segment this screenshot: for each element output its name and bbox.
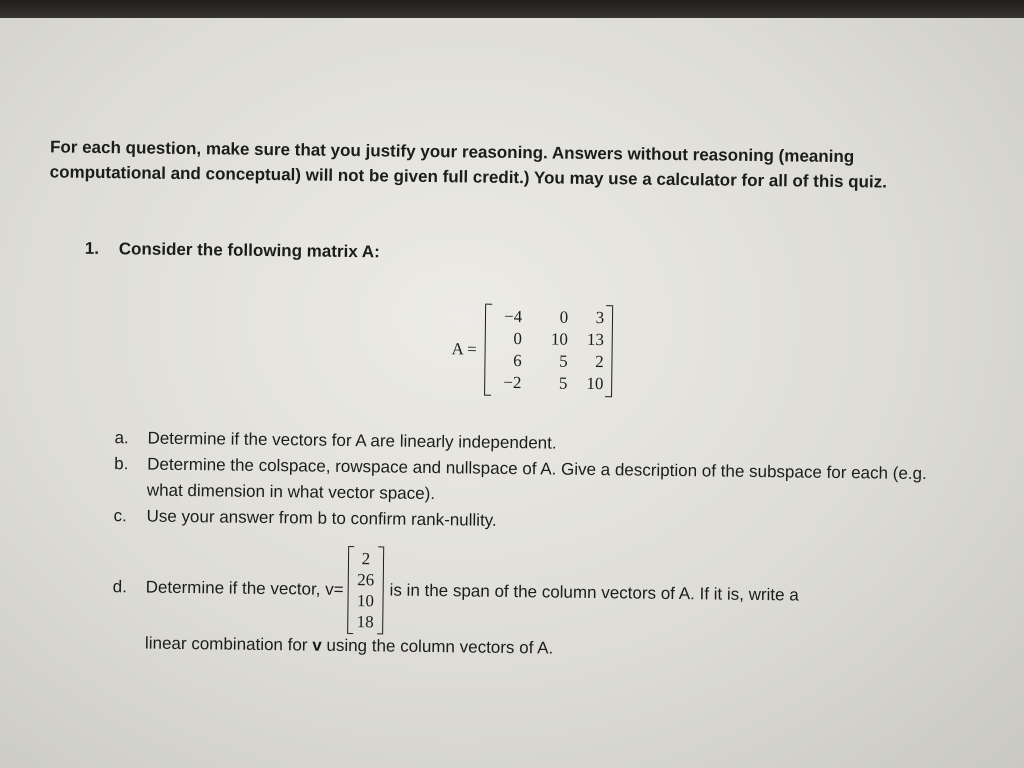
matrix-entry: 10 [550,329,569,349]
part-label: d. [112,577,127,597]
matrix-entry: 13 [586,329,605,350]
part-d-text-last-2: using the column vectors of A. [321,635,554,658]
matrix-entry: 3 [595,308,605,328]
question-1-text: Consider the following matrix A: [118,239,380,262]
quiz-instructions: For each question, make sure that you justify your reasoning. Answers without reasoning (meaning computational and conceptual) will not be given full credit.) You may use a calculator for all of this quiz. [49,137,888,192]
part-d-text-before: Determine if the vector, v= [145,577,344,599]
part-d [112,543,973,663]
matrix-entry: 2 [595,352,604,372]
monitor-screen [0,18,1024,768]
part-label: b. [114,454,129,474]
question-1-parts [113,425,944,539]
matrix-entry: 6 [513,351,522,371]
vector-entry: 2 [361,549,371,569]
matrix-entry: −2 [503,372,522,393]
vector-entry: 26 [357,570,375,590]
part-d-vector-symbol: v [312,635,322,655]
part-d-text-last-1: linear combination for [144,633,313,655]
part-d-text-after: is in the span of the column vectors of A. If it is, write a [389,580,799,605]
matrix-entry: −4 [503,306,523,327]
matrix-a [451,303,613,397]
matrix-a-entries [484,304,613,398]
part-label: c. [113,506,127,526]
part-text: Determine if the vectors for A are linearly independent. [147,428,557,453]
vector-entry: 10 [356,591,375,611]
vector-v [347,546,384,634]
part-text: Use your answer from b to confirm rank-nullity. [146,506,497,530]
matrix-entry: 5 [559,351,568,371]
matrix-entry: 0 [513,329,523,349]
part-text: Determine the colspace, rowspace and nullspace of A. Give a description of the subspace for each (e.g. what dimension in what vector space). [146,454,927,504]
matrix-entry: 10 [586,373,604,394]
matrix-a-label: A = [451,339,477,359]
question-1-number: 1. [84,238,100,258]
part-label: a. [114,428,129,448]
matrix-entry: 0 [559,307,569,327]
vector-entry: 18 [356,612,374,632]
question-1-prompt [85,239,380,263]
matrix-entry: 5 [558,373,568,393]
quiz-document [0,18,1024,768]
